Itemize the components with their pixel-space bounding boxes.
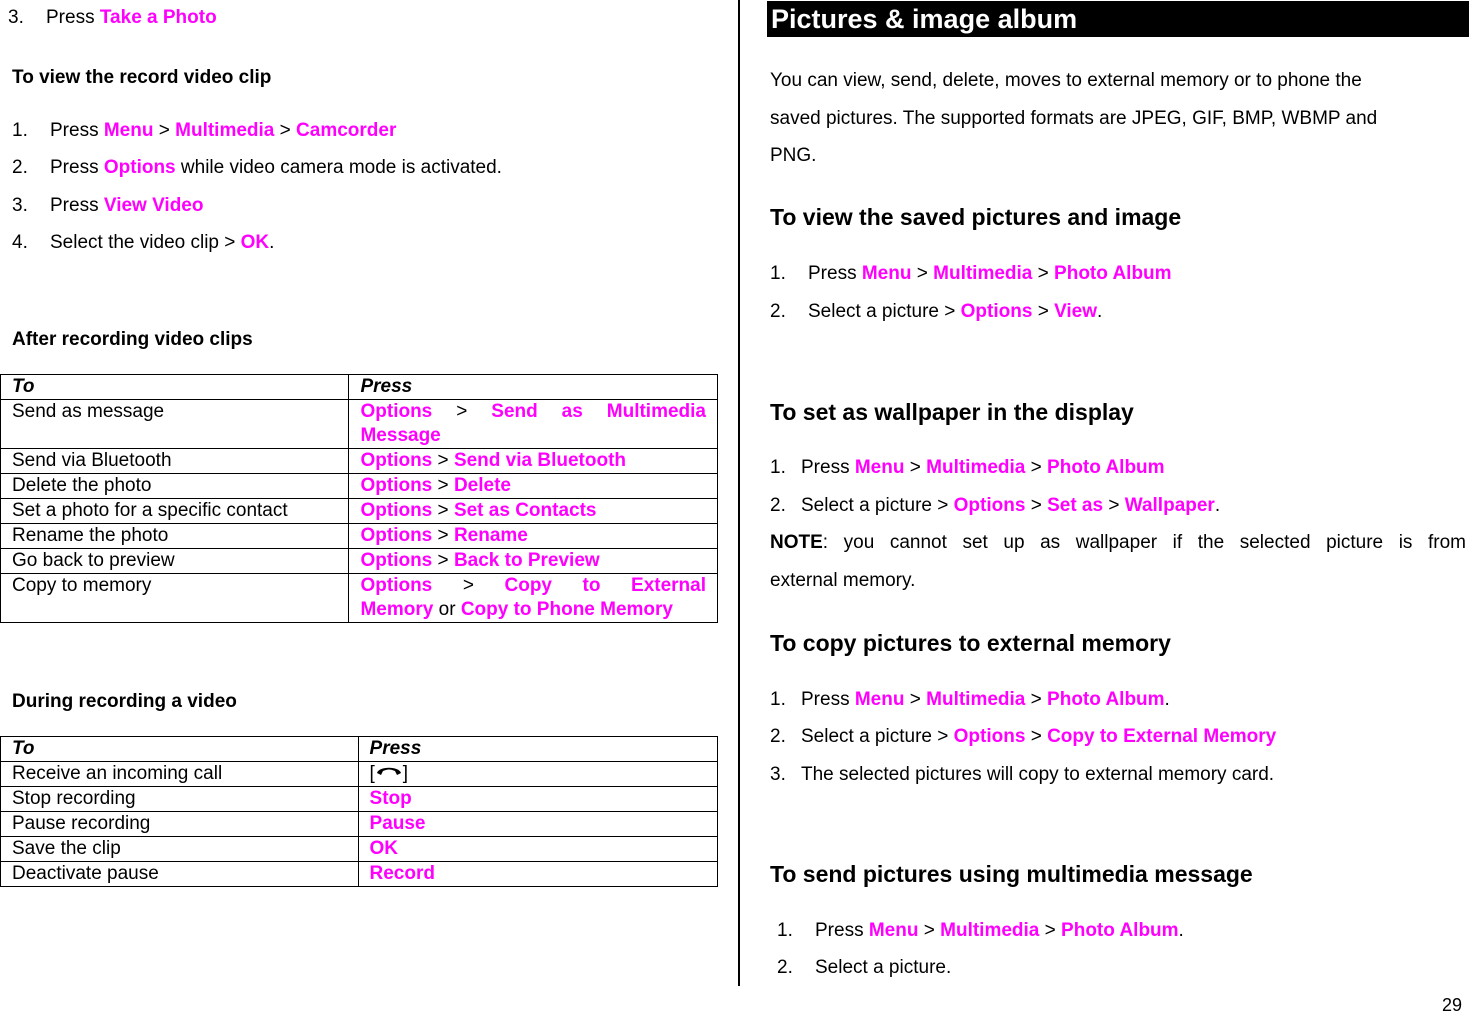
copy-heading: To copy pictures to external memory <box>770 630 1171 656</box>
table-row: Receive an incoming call [ ] <box>1 762 718 787</box>
view-clip-step-3: 3. Press View Video <box>12 195 204 216</box>
table-row: Delete the photo Options > Delete <box>1 474 718 499</box>
send-step-1: 1. Press Menu > Multimedia > Photo Album. <box>777 920 1184 941</box>
table-row: Rename the photo Options > Rename <box>1 524 718 549</box>
wallpaper-heading: To set as wallpaper in the display <box>770 399 1134 425</box>
take-photo-label: Take a Photo <box>99 7 217 28</box>
send-heading: To send pictures using multimedia message <box>770 861 1253 887</box>
section-banner: Pictures & image album <box>767 1 1469 37</box>
view-pictures-heading: To view the saved pictures and image <box>770 204 1182 230</box>
intro-paragraph: You can view, send, delete, moves to external memory or to phone the saved pictures. The supported formats are JPEG, GIF, BMP, WBMP and PNG. <box>770 70 1378 166</box>
copy-step-2: 2. Select a picture > Options > Copy to External Memory <box>770 726 1277 747</box>
intro-step-3: 3. Press Take a Photo <box>8 7 217 28</box>
table-row: Stop recording Stop <box>1 787 718 812</box>
during-recording-table <box>0 736 718 887</box>
table-row: Set a photo for a specific contact Options > Set as Contacts <box>1 499 718 524</box>
view-clip-heading: To view the record video clip <box>12 67 272 88</box>
end-call-phone-icon <box>375 762 403 786</box>
copy-step-1: 1. Press Menu > Multimedia > Photo Album. <box>770 689 1170 710</box>
table-row: Deactivate pause Record <box>1 862 718 887</box>
table-row: Send via Bluetooth Options > Send via Bluetooth <box>1 449 718 474</box>
table-header-row: To Press <box>1 737 718 762</box>
table-header-row <box>1 375 718 400</box>
view-step-1: 1. Press Menu > Multimedia > Photo Album <box>770 263 1172 284</box>
col-press-header: Press <box>349 375 718 400</box>
view-clip-step-1: 1. Press Menu > Multimedia > Camcorder <box>12 120 397 141</box>
table-row: Pause recording Pause <box>1 812 718 837</box>
copy-step-3: 3. The selected pictures will copy to external memory card. <box>770 764 1275 785</box>
view-clip-step-2: 2. Press Options while video camera mode is activated. <box>12 157 502 178</box>
page-number: 29 <box>1442 995 1463 1015</box>
after-recording-heading: After recording video clips <box>12 329 253 350</box>
note-label: NOTE <box>770 532 823 553</box>
wallpaper-step-2: 2. Select a picture > Options > Set as > Wallpaper. <box>770 495 1221 516</box>
column-divider <box>738 0 740 986</box>
view-step-2: 2. Select a picture > Options > View. <box>770 301 1103 322</box>
send-step-2: 2. Select a picture. <box>777 957 952 978</box>
wallpaper-step-1: 1. Press Menu > Multimedia > Photo Album <box>770 457 1165 478</box>
during-recording-heading: During recording a video <box>12 691 237 712</box>
table-row: Go back to preview Options > Back to Preview <box>1 549 718 574</box>
table-row: Copy to memory Options > Copy to External Memory or Copy to Phone Memory <box>1 574 718 623</box>
view-clip-step-4: 4. Select the video clip > OK. <box>12 232 275 253</box>
col-to-header: To <box>1 375 349 400</box>
after-recording-table <box>0 374 718 623</box>
step-number: 3. <box>8 7 24 28</box>
table-row: Save the clip OK <box>1 837 718 862</box>
wallpaper-note: NOTE: you cannot set up as wallpaper if the selected picture is from external memory. <box>770 532 1466 591</box>
table-row: Send as message Options > Send as Multimedia Message <box>1 400 718 449</box>
